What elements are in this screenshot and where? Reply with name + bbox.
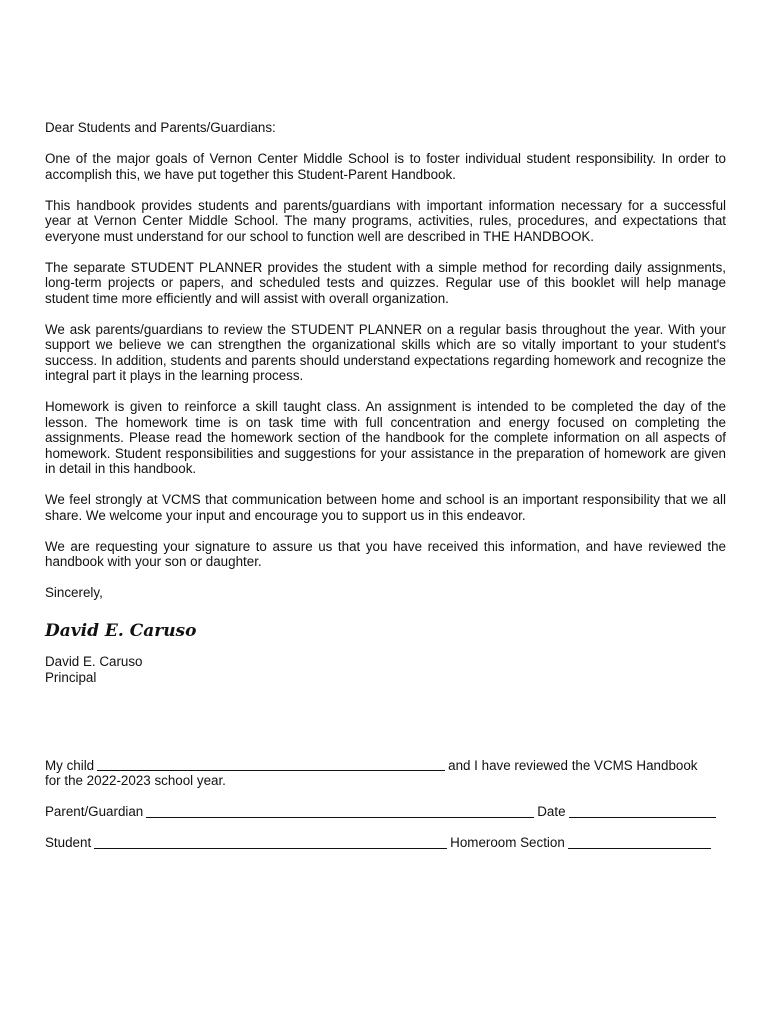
paragraph-handbook: This handbook provides students and parents/guardians with important information necessary for a successful year at Vernon Center Middle School. The many programs, activities, rules, procedures, and expectations that everyone must understand for our school to function well are described in THE HANDBOOK. xyxy=(45,197,726,244)
homeroom-label: Homeroom Section xyxy=(450,835,565,850)
paragraph-planner: The separate STUDENT PLANNER provides the student with a simple method for recording daily assignments, long-term projects or papers, and scheduled tests and quizzes. Regular use of this booklet will help manage student time more efficiently and will assist with overall organization. xyxy=(45,259,726,306)
signer-name: David E. Caruso xyxy=(45,654,143,669)
signature-text: David E. Caruso xyxy=(45,621,197,641)
parent-row xyxy=(45,804,726,820)
child-name-field[interactable] xyxy=(97,757,445,771)
handwritten-signature xyxy=(45,616,726,644)
parent-signature-field[interactable] xyxy=(146,804,534,818)
date-label: Date xyxy=(537,804,566,819)
paragraph-homework: Homework is given to reinforce a skill taught class. An assignment is intended to be completed the day of the lesson. The homework time is on task time with full concentration and energy focused on completing the assignments. Please read the homework section of the handbook for the complete information on all aspects of homework. Student responsibilities and suggestions for your assistance in the preparation of homework are given in detail in this handbook. xyxy=(45,399,726,476)
school-year-row xyxy=(45,773,726,789)
salutation: Dear Students and Parents/Guardians: xyxy=(45,120,276,135)
closing: Sincerely, xyxy=(45,585,103,600)
paragraph-signature-request: We are requesting your signature to assure us that you have received this information, and have reviewed the handbook with your son or daughter. xyxy=(45,538,726,569)
reviewed-text: and I have reviewed the VCMS Handbook xyxy=(448,757,698,773)
my-child-row xyxy=(45,757,726,773)
paragraph-goals: One of the major goals of Vernon Center Middle School is to foster individual student responsibility. In order to accomplish this, we have put together this Student-Parent Handbook. xyxy=(45,151,726,182)
homeroom-field[interactable] xyxy=(568,835,711,849)
acknowledgement-form xyxy=(45,757,726,851)
school-year-text: for the 2022-2023 school year. xyxy=(45,773,226,788)
date-field[interactable] xyxy=(569,804,716,818)
student-row xyxy=(45,835,726,851)
my-child-label: My child xyxy=(45,757,95,773)
paragraph-communication: We feel strongly at VCMS that communication between home and school is an important responsibility that we all share. We welcome your input and encourage you to support us in this endeavor. xyxy=(45,492,726,523)
signer-title: Principal xyxy=(45,669,97,685)
student-signature-field[interactable] xyxy=(94,835,447,849)
student-label: Student xyxy=(45,835,92,850)
letter-body xyxy=(45,120,726,685)
paragraph-review-planner: We ask parents/guardians to review the STUDENT PLANNER on a regular basis throughout the year. With your support we believe we can strengthen the organizational skills which are so vitally important to your student's success. In addition, students and parents should understand expectations regarding homework and recognize the integral part it plays in the learning process. xyxy=(45,321,726,383)
parent-label: Parent/Guardian xyxy=(45,804,144,819)
